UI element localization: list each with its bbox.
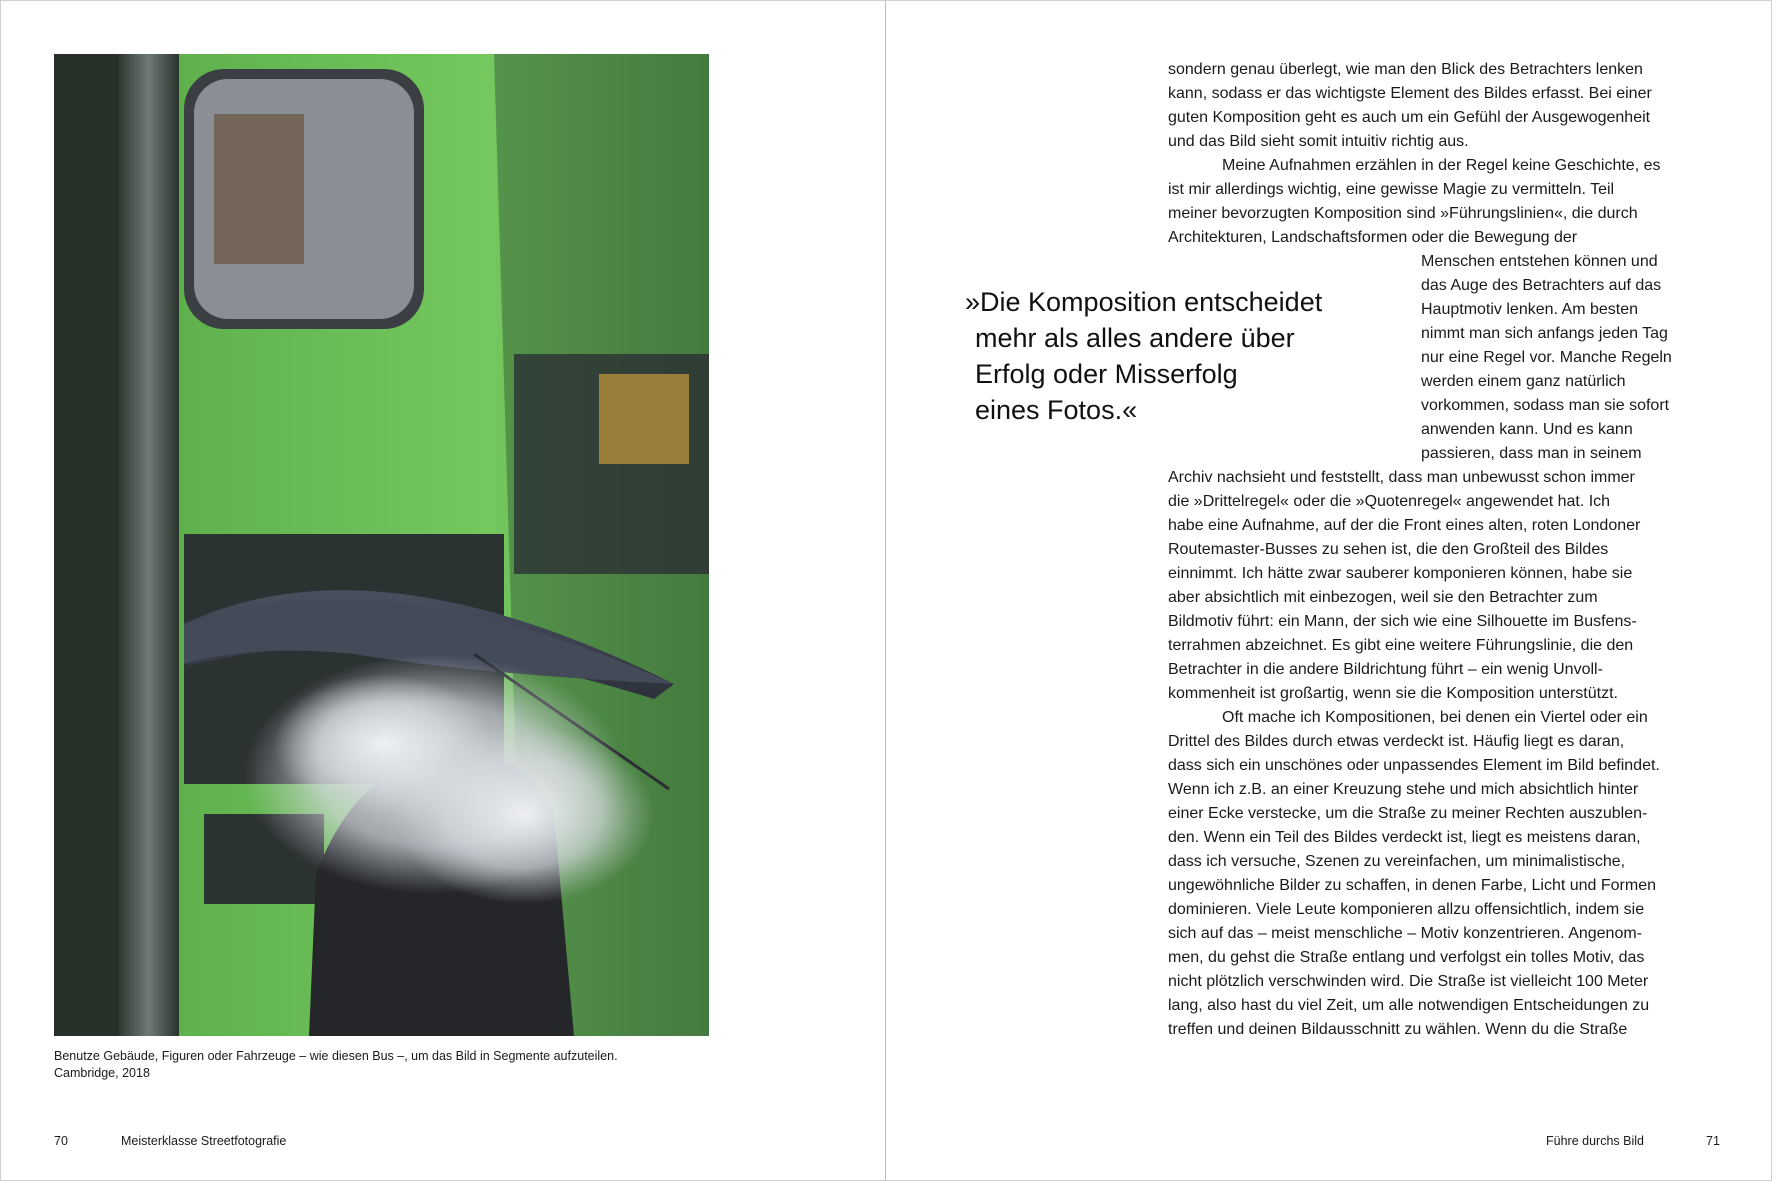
pull-quote-line: mehr als alles andere über [975,323,1295,353]
pull-quote-line: eines Fotos.« [975,395,1138,425]
text-line: ist mir allerdings wichtig, eine gewisse Magie zu vermitteln. Teil [1168,181,1615,198]
text-line: Betrachter in die andere Bildrichtung führt – ein wenig Unvoll- [1168,661,1603,678]
text-line: Menschen entstehen können und [1421,253,1658,270]
section-title: Führe durchs Bild [1546,1134,1644,1148]
text-line: Meine Aufnahmen erzählen in der Regel keine Geschichte, es [1222,157,1661,174]
text-line: lang, also hast du viel Zeit, um alle notwendigen Entscheidungen zu [1168,997,1650,1014]
pull-quote-line: »Die Komposition entscheidet [965,287,1323,317]
pull-quote [965,284,1425,428]
text-line: dass sich ein unschönes oder unpassendes Element im Bild befindet. [1168,757,1660,774]
text-line: nicht plötzlich verschwinden wird. Die Straße ist vielleicht 100 Meter [1168,973,1649,990]
page-number-right: 71 [1706,1134,1720,1148]
text-line: nimmt man sich anfangs jeden Tag [1421,325,1668,342]
text-line: Wenn ich z.B. an einer Kreuzung stehe und mich absichtlich hinter [1168,781,1639,798]
text-line: passieren, dass man in seinem [1421,445,1642,462]
text-line: Bildmotiv führt: ein Mann, der sich wie eine Silhouette im Busfens- [1168,613,1637,630]
text-line: Architekturen, Landschaftsformen oder die Bewegung der [1168,229,1578,246]
text-line: guten Komposition geht es auch um ein Gefühl der Ausgewogenheit [1168,109,1651,126]
text-line: Oft mache ich Kompositionen, bei denen ein Viertel oder ein [1222,709,1648,726]
pull-quote-line: Erfolg oder Misserfolg [975,359,1238,389]
text-line: die »Drittelregel« oder die »Quotenregel« angewendet hat. Ich [1168,493,1611,510]
text-line: das Auge des Betrachters auf das [1421,277,1662,294]
body-text-top [1168,58,1660,250]
text-line: treffen und deinen Bildausschnitt zu wählen. Wenn du die Straße [1168,1021,1628,1038]
text-line: werden einem ganz natürlich [1421,373,1626,390]
text-line: Drittel des Bildes durch etwas verdeckt ist. Häufig liegt es daran, [1168,733,1625,750]
text-line: kann, sodass er das wichtigste Element des Bildes erfasst. Bei einer [1168,85,1652,102]
text-line: men, du gehst die Straße entlang und verfolgst ein tolles Motiv, das [1168,949,1645,966]
text-line: nur eine Regel vor. Manche Regeln [1421,349,1672,366]
text-line: dass ich versuche, Szenen zu vereinfachen, um minimalistische, [1168,853,1626,870]
text-line: meiner bevorzugten Komposition sind »Führungslinien«, die durch [1168,205,1638,222]
text-line: kommenheit ist großartig, wenn sie die Komposition unterstützt. [1168,685,1618,702]
text-line: sich auf das – meist menschliche – Motiv konzentrieren. Angenom- [1168,925,1643,942]
page-number-left: 70 [54,1134,68,1148]
photo-illustration [54,54,709,1036]
text-line: sondern genau überlegt, wie man den Blick des Betrachters lenken [1168,61,1643,78]
photo-bus-umbrella [54,54,709,1036]
running-title: Meisterklasse Streetfotografie [121,1134,287,1148]
text-line: dominieren. Viele Leute komponieren allzu offensichtlich, indem sie [1168,901,1645,918]
caption-line-1: Benutze Gebäude, Figuren oder Fahrzeuge – wie diesen Bus –, um das Bild in Segmente aufzuteilen. [54,1049,618,1063]
text-line: einer Ecke verstecke, um die Straße zu meiner Rechten auszublen- [1168,805,1648,822]
body-text-narrow [1421,250,1672,466]
text-line: einnimmt. Ich hätte zwar sauberer komponieren können, habe sie [1168,565,1633,582]
text-line: Archiv nachsieht und feststellt, dass man unbewusst schon immer [1168,469,1635,486]
body-text-bottom [1168,466,1660,1042]
text-line: und das Bild sieht somit intuitiv richtig aus. [1168,133,1469,150]
text-line: Hauptmotiv lenken. Am besten [1421,301,1639,318]
text-line: ungewöhnliche Bilder zu schaffen, in denen Farbe, Licht und Formen [1168,877,1657,894]
text-line: Routemaster-Busses zu sehen ist, die den Großteil des Bildes [1168,541,1609,558]
text-line: den. Wenn ein Teil des Bildes verdeckt ist, liegt es meistens daran, [1168,829,1641,846]
text-line: vorkommen, sodass man sie sofort [1421,397,1670,414]
caption-line-2: Cambridge, 2018 [54,1066,150,1080]
text-line: terrahmen abzeichnet. Es gibt eine weitere Führungslinie, die den [1168,637,1634,654]
text-line: anwenden kann. Und es kann [1421,421,1633,438]
photo-caption [54,1048,754,1082]
text-line: aber absichtlich mit einbezogen, weil sie den Betrachter zum [1168,589,1598,606]
text-line: habe eine Aufnahme, auf der die Front eines alten, roten Londoner [1168,517,1641,534]
left-page [0,0,885,1181]
